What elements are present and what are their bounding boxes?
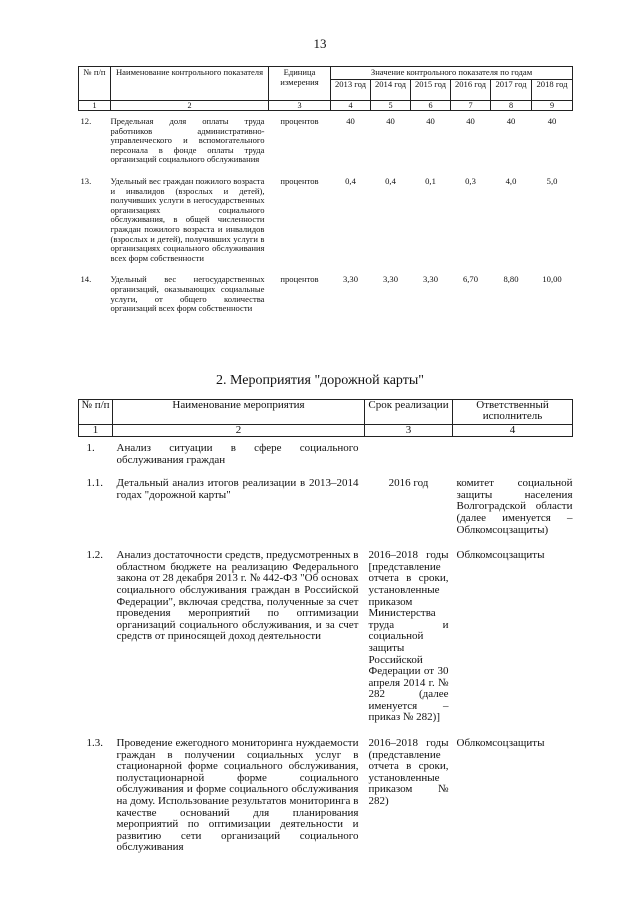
header-year: 2015 год	[411, 80, 451, 101]
measure-responsible: комитет социальной защиты населения Волгоградской области (далее именуется – Облкомсоцзащиты)	[456, 477, 573, 536]
indicator-value: 0,4	[385, 175, 396, 186]
column-number: 4	[453, 425, 573, 437]
table-row	[79, 275, 573, 313]
header-name: Наименование контрольного показателя	[111, 67, 269, 101]
row-number: 1.1.	[86, 477, 103, 490]
indicator-value: 40	[466, 116, 475, 126]
column-number: 5	[371, 101, 411, 111]
measure-responsible: Облкомсоцзащиты	[456, 737, 545, 750]
indicator-value: 10,00	[542, 274, 562, 285]
header-term: Срок реализации	[365, 400, 453, 425]
column-number: 2	[111, 101, 269, 111]
measure-name: Детальный анализ итогов реализации в 2013–2014 годах "дорожной карты"	[116, 477, 359, 501]
table-row	[79, 117, 573, 165]
control-indicators-table	[78, 66, 573, 314]
header-year: 2013 год	[331, 80, 371, 101]
column-number: 9	[532, 101, 573, 111]
header-num: № п/п	[79, 67, 111, 101]
measure-term: 2016 год	[388, 477, 429, 490]
row-number: 1.2.	[86, 549, 103, 562]
indicator-value: 40	[506, 116, 516, 126]
measure-name: Анализ достаточности средств, предусмотренных в областном бюджете на реализацию Федерального закона от 28 декабря 2013 г. № 442-ФЗ "Об основах социального обслуживания граждан в Российской Федерации", включая средства, полученные за счет проведения мероприятий по оптимизации организаций социального обслуживания, и за счет средств от приносящей доход деятельности	[116, 549, 359, 643]
header-year: 2017 год	[491, 80, 532, 101]
page-number: 13	[313, 36, 327, 51]
indicator-value: 40	[386, 116, 395, 126]
row-number: 13.	[80, 175, 92, 186]
header-year: 2016 год	[451, 80, 491, 101]
indicator-name: Удельный вес негосударственных организаций, оказывающих социальные услуги, от общего количества организаций всех форм собственности	[110, 274, 265, 314]
measure-term: 2016–2018 годы [представление отчета в сроки, установленные приказом Министерства труда и социальной защиты Российской Федерации от 30 апреля 2014 г. № 282 (далее именуется – приказ № 282)]	[368, 549, 449, 724]
table-row	[79, 177, 573, 263]
measure-term: 2016–2018 годы (представление отчета в сроки, установленные приказом № 282)	[368, 737, 449, 808]
column-number: 1	[79, 101, 111, 111]
measure-term	[365, 443, 453, 466]
indicator-value: 40	[346, 116, 355, 126]
indicator-value: 3,30	[342, 274, 359, 285]
indicator-value: 6,70	[462, 274, 479, 285]
indicator-value: 40	[426, 116, 435, 126]
indicator-unit: процентов	[280, 274, 319, 285]
indicator-value: 40	[547, 116, 557, 126]
measure-responsible	[453, 443, 573, 466]
header-year: 2018 год	[532, 80, 573, 101]
column-number: 1	[79, 425, 113, 437]
indicator-value: 0,4	[345, 175, 356, 186]
header-name: Наименование мероприятия	[113, 400, 365, 425]
column-number: 8	[491, 101, 532, 111]
indicator-name: Удельный вес граждан пожилого возраста и инвалидов (взрослых и детей), получивших услуги в негосударственных организациях социального обслуживания, в общей численности граждан пожилого возраста и инвалидов (взрослых и детей), получивших услуги в организациях социального обслуживания всех форм собственности	[110, 175, 265, 263]
section-title: 2. Мероприятия "дорожной карты"	[216, 373, 424, 388]
indicator-value: 0,3	[465, 175, 476, 186]
row-number: 14.	[80, 274, 92, 285]
row-number: 12.	[80, 116, 92, 126]
measure-name: Проведение ежегодного мониторинга нуждаемости граждан в получении социальных услуг в стационарной форме социального обслуживания, полустационарной форме социального обслуживания и форме социального обслуживания на дому. Использование результатов мониторинга в качестве оснований для планирования мероприятий по оптимизации деятельности и развитию сети организаций социального обслуживания	[116, 737, 359, 854]
row-number: 1.	[86, 442, 95, 454]
table-row	[79, 550, 573, 724]
column-number: 4	[331, 101, 371, 111]
column-number: 2	[113, 425, 365, 437]
column-number: 3	[365, 425, 453, 437]
indicator-value: 0,1	[425, 175, 436, 186]
roadmap-measures-table	[78, 399, 573, 854]
indicator-value: 5,0	[546, 175, 558, 186]
column-number: 7	[451, 101, 491, 111]
table-row	[79, 443, 573, 466]
header-values: Значение контрольного показателя по годам	[331, 67, 573, 80]
table-row	[79, 478, 573, 536]
row-number: 1.3.	[86, 737, 103, 750]
measure-name: Анализ ситуации в сфере социального обслуживания граждан	[116, 442, 359, 466]
header-year: 2014 год	[371, 80, 411, 101]
header-num: № п/п	[79, 400, 113, 425]
indicator-value: 3,30	[422, 274, 439, 285]
indicator-value: 3,30	[382, 274, 399, 285]
header-responsible: Ответственный исполнитель	[453, 400, 573, 425]
indicator-value: 8,80	[503, 274, 519, 285]
indicator-value: 4,0	[505, 175, 517, 186]
header-unit: Единица измерения	[269, 67, 331, 101]
indicator-name: Предельная доля оплаты труда работников административно-управленческого и вспомогательного персонала в фонде оплаты труда организаций социального обслуживания	[110, 116, 265, 165]
indicator-unit: процентов	[280, 116, 319, 126]
measure-responsible: Облкомсоцзащиты	[456, 549, 545, 562]
indicator-unit: процентов	[280, 175, 319, 186]
table-row	[79, 738, 573, 854]
column-number: 6	[411, 101, 451, 111]
column-number: 3	[269, 101, 331, 111]
